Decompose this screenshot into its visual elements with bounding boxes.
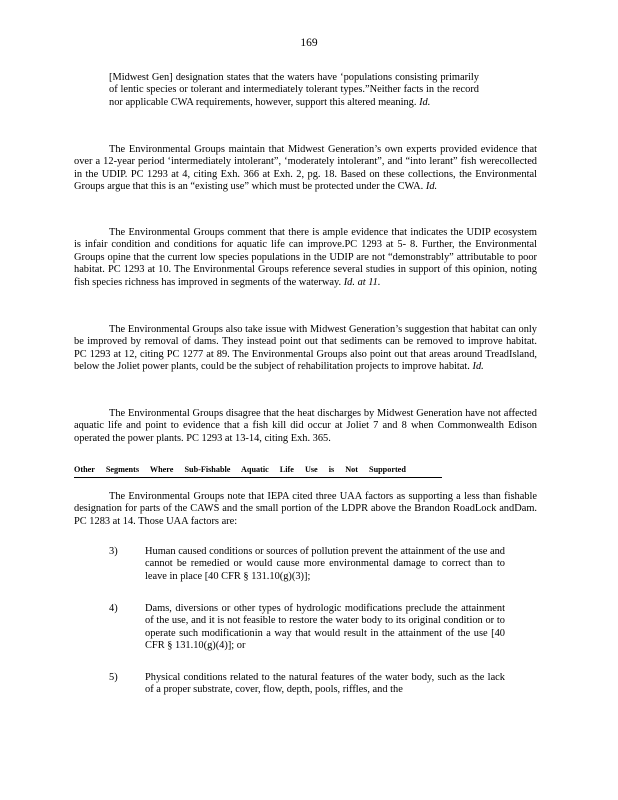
paragraph-1-citation: Id. <box>425 181 438 193</box>
paragraph-2-citation: Id. at 11. <box>343 276 381 288</box>
block-quote-citation: Id. <box>419 96 431 108</box>
block-quote-text: [Midwest Gen] designation states that the waters have ‘populations consisting primarily of lentic species or tolerant and intermediately tolerant types.”Neither facts in the record nor applicable CWA requirements, however, support this altered meaning. <box>109 72 479 108</box>
paragraph-4 <box>74 408 537 445</box>
paragraph-4-text: The Environmental Groups disagree that the heat discharges by Midwest Generation have not affected aquatic life and point to evidence that a fish kill did occur at Joliet 7 and 8 when Commonwealth Edison operated the power plants. PC 1293 at 13-14, citing Exh. 365. <box>74 408 537 444</box>
list-item-text: Physical conditions related to the natural features of the water body, such as the lack of a proper substrate, cover, flow, depth, pools, riffles, and the <box>145 672 505 696</box>
paragraph-2-text: The Environmental Groups comment that there is ample evidence that indicates the UDIP ecosystem is infair condition and conditions for aquatic life can improve.PC 1293 at 5- 8. Further, the Environmental Groups opine that the current low species populations in the UDIP are not “demonstrably” attributable to poor habitat. PC 1293 at 10. The Environmental Groups reference several studies in support of this opinion, noting fish species richness has improved in segments of the waterway. <box>74 227 537 288</box>
list-item-number: 4) <box>109 603 118 614</box>
paragraph-2 <box>74 227 537 289</box>
paragraph-1 <box>74 144 537 194</box>
paragraph-3 <box>74 324 537 374</box>
list-item-text: Human caused conditions or sources of pollution prevent the attainment of the use and cannot be remedied or would cause more environmental damage to correct than to leave in place [40 CFR § 131.10(g)(3)]; <box>145 546 505 582</box>
section-heading: Other Segments Where Sub-Fishable Aquatic Life Use is Not Supported <box>74 464 442 478</box>
list-item-text: Dams, diversions or other types of hydrologic modifications preclude the attainment of the use, and it is not feasible to restore the water body to its original condition or to operate such modificationin a way that would result in the attainment of the use [40 CFR § 131.10(g)(4)]; or <box>145 603 505 652</box>
list-item-number: 5) <box>109 672 118 683</box>
paragraph-5-text: The Environmental Groups note that IEPA cited three UAA factors as supporting a less than fishable designation for parts of the CAWS and the small portion of the LDPR above the Brandon RoadLock andDam. PC 1283 at 14. Those UAA factors are: <box>74 491 537 527</box>
paragraph-1-text: The Environmental Groups maintain that Midwest Generation’s own experts provided evidence that over a 12-year period ‘intermediately intolerant”, ‘moderately intolerant”, and “into lerant” fish werecollected in the UDIP. PC 1293 at 4, citing Exh. 366 at Exh. 2, pg. 18. Based on these collections, the Environmental Groups argue that this is an “existing use” which must be protected under the CWA. <box>74 144 537 193</box>
page-number: 169 <box>300 37 318 49</box>
paragraph-3-citation: Id. <box>472 361 484 373</box>
paragraph-3-text: The Environmental Groups also take issue with Midwest Generation’s suggestion that habitat can only be improved by removal of dams. They instead point out that sediments can be removed to improve habitat. PC 1293 at 12, citing PC 1277 at 89. The Environmental Groups also point out that areas around TreadIsland, below the Joliet power plants, could be the subject of rehabilitation projects to improve habitat. <box>74 324 537 373</box>
paragraph-5 <box>74 491 537 528</box>
list-item-number: 3) <box>109 546 118 557</box>
block-quote <box>109 72 479 109</box>
